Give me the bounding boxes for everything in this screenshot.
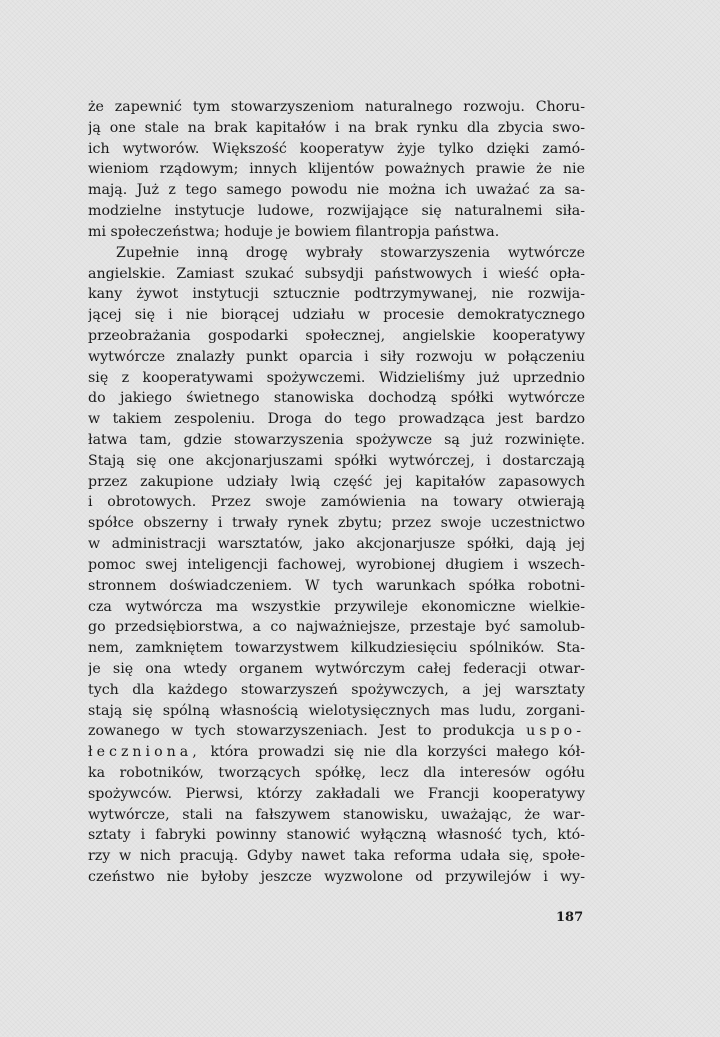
text-line: go przedsiębiorstwa, a co najważniejsze, przestaje być samolub- bbox=[88, 619, 585, 636]
text-line: się z kooperatywami spożywczemi. Widzieliśmy już uprzednio bbox=[88, 369, 585, 386]
spaced-emphasis: łeczniona, bbox=[88, 744, 201, 761]
text-line: mi społeczeństwa; hoduje je bowiem filantropja państwa. bbox=[88, 223, 500, 240]
text-line: Stają się one akcjonarjuszami spółki wytwórczej, i dostarczają bbox=[88, 452, 585, 469]
body-text bbox=[88, 97, 585, 888]
text-line: ich wytworów. Większość kooperatyw żyje tylko dzięki zamó- bbox=[88, 140, 585, 157]
text-line: wytwórcze znalazły punkt oparcia i siły rozwoju w połączeniu bbox=[88, 348, 585, 365]
text-line: w administracji warsztatów, jako akcjonarjusze spółki, dają jej bbox=[88, 536, 585, 553]
text-line: że zapewnić tym stowarzyszeniom naturalnego rozwoju. Choru- bbox=[88, 99, 585, 115]
text-line: wytwórcze, stali na fałszywem stanowisku, uważając, że war- bbox=[88, 806, 585, 823]
text-line: mają. Już z tego samego powodu nie można ich uważać za sa- bbox=[88, 182, 585, 199]
text-line: i obrotowych. Przez swoje zamówienia na towary otwierają bbox=[88, 494, 585, 511]
text-line: sztaty i fabryki powinny stanowić wyłączną własność tych, któ- bbox=[88, 827, 585, 844]
text-line: do jakiego świetnego stanowiska dochodzą spółki wytwórcze bbox=[88, 390, 585, 407]
text-line: je się ona wtedy organem wytwórczym całej federacji otwar- bbox=[88, 660, 585, 677]
text-line: wieniom rządowym; innych klijentów poważnych prawie że nie bbox=[88, 161, 585, 178]
text-line: w takiem zespoleniu. Droga do tego prowadząca jest bardzo bbox=[88, 411, 585, 428]
text-line: jącej się i nie biorącej udziału w procesie demokratycznego bbox=[88, 307, 585, 324]
text-line: cza wytwórcza ma wszystkie przywileje ekonomiczne wielkie- bbox=[88, 598, 585, 615]
text-line: spożywców. Pierwsi, którzy zakładali we Francji kooperatywy bbox=[88, 785, 585, 802]
text-line bbox=[88, 742, 585, 763]
text-line: ją one stale na brak kapitałów i na brak rynku dla zbycia swo- bbox=[88, 119, 585, 136]
text-line: kany żywot instytucji sztucznie podtrzymywanej, nie rozwija- bbox=[88, 286, 585, 303]
text-segment: która prowadzi się nie dla korzyści małego kół- bbox=[210, 744, 585, 761]
spaced-emphasis: uspo- bbox=[526, 723, 585, 740]
text-line: przez zakupione udziały lwią część jej kapitałów zapasowych bbox=[88, 473, 585, 490]
text-line: pomoc swej inteligencji fachowej, wyrobionej długiem i wszech- bbox=[88, 556, 585, 573]
text-line: spółce obszerny i trwały rynek zbytu; przez swoje uczestnictwo bbox=[88, 515, 585, 532]
text-line: ka robotników, tworzących spółkę, lecz dla interesów ogółu bbox=[88, 765, 585, 781]
text-line: modzielne instytucje ludowe, rozwijające się naturalnemi siła- bbox=[88, 203, 585, 220]
text-line bbox=[88, 721, 585, 742]
text-segment: zowanego w tych stowarzyszeniach. Jest to produkcja bbox=[88, 723, 515, 740]
text-line: stają się spólną własnością wielotysięcznych mas ludu, zorgani- bbox=[88, 702, 585, 719]
text-line: stronnem doświadczeniem. W tych warunkach spółka robotni- bbox=[88, 577, 585, 594]
text-line: przeobrażania gospodarki społecznej, angielskie kooperatywy bbox=[88, 327, 585, 344]
text-line: Zupełnie inną drogę wybrały stowarzyszenia wytwórcze bbox=[116, 244, 585, 261]
text-line: nem, zamkniętem towarzystwem kilkudziesięciu spólników. Sta- bbox=[88, 640, 585, 657]
page-number: 187 bbox=[556, 910, 584, 925]
text-line: łatwa tam, gdzie stowarzyszenia spożywcze są już rozwinięte. bbox=[88, 432, 585, 448]
text-line: angielskie. Zamiast szukać subsydji państwowych i wieść opła- bbox=[88, 265, 585, 282]
text-line: rzy w nich pracują. Gdyby nawet taka reforma udała się, społe- bbox=[88, 848, 585, 865]
text-line: czeństwo nie byłoby jeszcze wyzwolone od przywilejów i wy- bbox=[88, 869, 585, 886]
text-line: tych dla każdego stowarzyszeń spożywczych, a jej warsztaty bbox=[88, 681, 585, 698]
